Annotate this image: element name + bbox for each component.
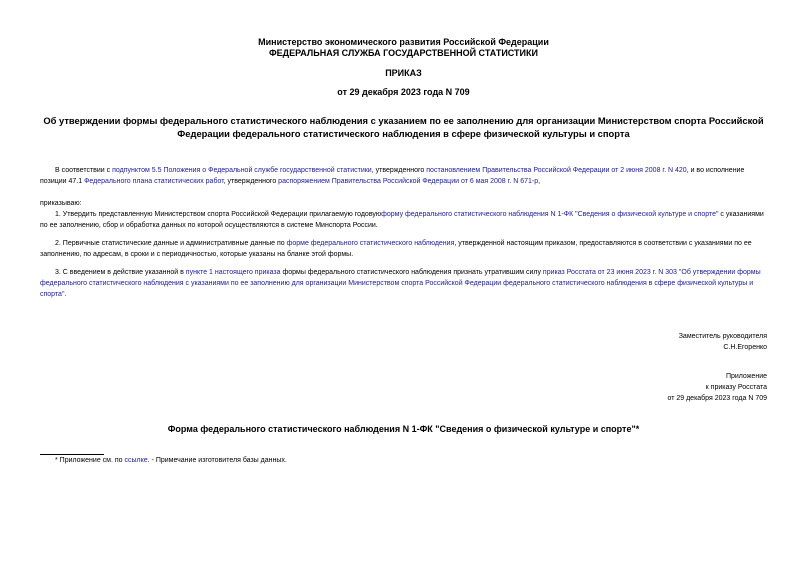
footnote [55,455,287,466]
document-type: ПРИКАЗ [385,68,422,78]
preamble-text: , утвержденного [223,178,279,185]
preamble-text: В соответствии с [55,167,113,174]
appendix-label: Приложение [725,373,767,380]
item-3-text: . [64,291,67,298]
preamble-link-plan[interactable]: Федерального плана статистических работ [84,178,224,185]
item-3-link-rosstat-order[interactable]: приказ Росстата от 23 июня 2023 г. N 303 "Об утверждении формы федерального статистического наблюдения с указаниями по ее заполнению для организации Министерством спорта Российской Федерации федерального статистического наблюдения в сфере физической культуры и спорта" [40,269,761,298]
preamble-link-regulation[interactable]: подпунктом 5.5 Положения о Федеральной службе государственной статистики [112,167,372,174]
preamble-text: , [538,178,541,185]
document-title: Об утверждении формы федерального статистического наблюдения с указанием по ее заполнению для организации Министерством спорта Российской Федерации федерального статистического наблюдения в сфере физической культуры и спорта [43,115,764,139]
appendix-reference: к приказу Росстата [705,384,767,391]
item-2-link-form[interactable]: форме федерального статистического наблюдения [286,240,455,247]
form-title: Форма федерального статистического наблюдения N 1-ФК "Сведения о физической культуре и спорте"* [167,424,640,434]
signature-name: С.Н.Егоренко [723,344,767,351]
preamble-link-order[interactable]: распоряжением Правительства Российской Федерации от 6 мая 2008 г. N 671-р [278,178,539,185]
ministry-name: Министерство экономического развития Российской Федерации [258,37,549,47]
item-1-text: с указаниями по ее заполнению, сбор и обработка данных по которой осуществляются в системе Минспорта России. [40,211,764,229]
item-3-text: формы федерального статистического наблюдения признать утратившим силу [280,269,543,276]
document-date: от 29 декабря 2023 года N 709 [337,87,470,97]
item-1-link-form[interactable]: форму федерального статистического наблюдения N 1-ФК "Сведения о физической культуре и спорте" [381,211,719,218]
footnote-link[interactable]: ссылке [124,457,148,464]
footnote-text: . - Примечание изготовителя базы данных. [147,457,287,464]
item-1-text: 1. Утвердить представленную Министерством спорта Российской Федерации прилагаемую годовую [55,211,382,218]
item-2-text: , утвержденной настоящим приказом, предоставляются в соответствии с указаниями по ее заполнению, по адресам, в сроки и с периодичностью, которые указаны на бланке этой формы. [40,240,752,258]
footnote-text: * Приложение см. по [55,457,125,464]
service-name: ФЕДЕРАЛЬНАЯ СЛУЖБА ГОСУДАРСТВЕННОЙ СТАТИСТИКИ [269,48,538,58]
item-3-link-clause[interactable]: пункте 1 настоящего приказа [185,269,281,276]
item-2-paragraph [40,238,768,260]
item-3-paragraph [40,267,768,300]
appendix-date: от 29 декабря 2023 года N 709 [667,395,767,402]
preamble-text: , и во исполнение позиции 47.1 [40,167,745,185]
signature-position: Заместитель руководителя [678,333,767,340]
preamble-text: , утвержденного [371,167,427,174]
item-1-paragraph [40,209,768,231]
item-2-text: 2. Первичные статистические данные и административные данные по [55,240,287,247]
preamble-link-resolution[interactable]: постановлением Правительства Российской Федерации от 2 июня 2008 г. N 420 [426,167,687,174]
preamble-paragraph [40,165,768,187]
item-3-text: 3. С введением в действие указанной в [55,269,186,276]
order-word: приказываю: [40,200,82,207]
